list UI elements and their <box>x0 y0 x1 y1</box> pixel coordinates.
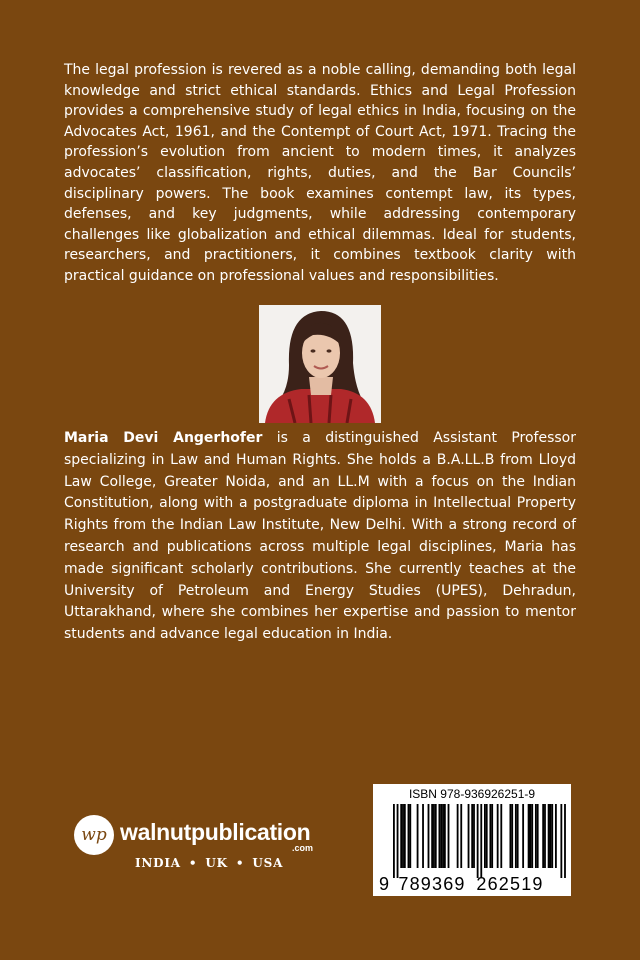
region-usa: USA <box>252 856 284 870</box>
back-cover-blurb: The legal profession is revered as a noble calling, demanding both legal knowledge and strict ethical standards. Ethics and Legal Profession provides a comprehensive study of legal ethics in India, focusing on the Advocates Act, 1961, and the Contempt of Court Act, 1971. Tracing the profession’s evolution from ancient to modern times, it analyzes advocates’ classification, rights, duties, and the Bar Councils’ disciplinary powers. The book examines contempt law, its types, defenses, and key judgments, while addressing contemporary challenges like globalization and ethical dilemmas. Ideal for students, researchers, and practitioners, it combines textbook clarity with practical guidance on professional values and responsibilities. <box>64 62 576 284</box>
author-bio-text: is a distinguished Assistant Professor specializing in Law and Human Rights. She holds a B.A.LL.B from Lloyd Law College, Greater Noida, and an LL.M with a focus on the Indian Constitution, along with a postgraduate diploma in Intellectual Property Rights from the Indian Law Institute, New Delhi. With a strong record of research and publications across multiple legal disciplines, Maria has made significant scholarly contributions. She currently teaches at the University of Petroleum and Energy Studies (UPES), Dehradun, Uttarakhand, where she combines her expertise and passion to mentor students and advance legal education in India. <box>64 430 577 643</box>
author-name: Maria Devi Angerhofer <box>64 430 263 446</box>
barcode-bars <box>393 804 566 878</box>
barcode-bar <box>422 804 424 868</box>
barcode-digit-first: 9 <box>378 874 390 894</box>
barcode-bar <box>468 804 470 868</box>
barcode-bar <box>517 804 519 868</box>
barcode-bar <box>548 804 550 868</box>
publisher-name: walnutpublication <box>120 819 311 845</box>
barcode-bar <box>511 804 513 868</box>
barcode-bar <box>402 804 404 868</box>
barcode-bar <box>555 804 557 868</box>
barcode-bar <box>404 804 406 868</box>
barcode-bar <box>417 804 419 868</box>
barcode-bar <box>544 804 546 868</box>
author-bio <box>64 428 576 646</box>
barcode-bar <box>397 804 399 878</box>
barcode-bar <box>393 804 395 878</box>
barcode-bar <box>433 804 435 868</box>
region-india: INDIA <box>135 856 181 870</box>
region-uk: UK <box>205 856 228 870</box>
barcode-bar <box>471 804 473 868</box>
barcode-bar <box>497 804 499 868</box>
barcode-bar <box>535 804 537 868</box>
barcode-digits-left: 789369 <box>398 874 466 894</box>
barcode-digits-right: 262519 <box>476 874 544 894</box>
barcode-bar <box>460 804 462 868</box>
barcode-bar <box>428 804 430 868</box>
barcode-bar <box>509 804 511 868</box>
barcode-bar <box>550 804 552 868</box>
barcode-bar <box>448 804 450 868</box>
publisher-logo <box>72 812 332 874</box>
barcode-bar <box>408 804 410 868</box>
barcode-bar <box>500 804 502 868</box>
barcode-graphic <box>373 784 571 896</box>
barcode-bar <box>442 804 444 868</box>
barcode-bar <box>491 804 493 868</box>
barcode-bar <box>531 804 533 868</box>
barcode-bar <box>400 804 402 868</box>
barcode-bar <box>431 804 433 868</box>
barcode-bar <box>435 804 437 868</box>
barcode-bar <box>522 804 524 868</box>
publisher-monogram-icon: wp <box>74 815 114 855</box>
publisher-regions <box>135 856 283 870</box>
barcode-bar <box>473 804 475 868</box>
barcode-bar <box>439 804 441 868</box>
region-separator: • <box>235 856 245 870</box>
barcode-bar <box>515 804 517 868</box>
barcode-bar <box>444 804 446 868</box>
region-separator: • <box>188 856 198 870</box>
isbn-label: ISBN 978-936926251-9 <box>408 787 536 801</box>
barcode-bar <box>537 804 539 868</box>
barcode-bar <box>440 804 442 868</box>
barcode-bar <box>551 804 553 868</box>
author-portrait-image <box>259 305 381 423</box>
barcode-bar <box>560 804 562 878</box>
barcode-bar <box>486 804 488 868</box>
barcode-bar <box>480 804 482 878</box>
author-photo <box>259 305 381 423</box>
barcode-bar <box>542 804 544 868</box>
barcode-bar <box>457 804 459 868</box>
barcode-bar <box>477 804 479 878</box>
barcode-bar <box>530 804 532 868</box>
barcode-bar <box>484 804 486 868</box>
barcode-bar <box>528 804 530 868</box>
isbn-barcode <box>373 784 571 896</box>
barcode-bar <box>489 804 491 868</box>
barcode-bar <box>409 804 411 868</box>
publisher-domain-suffix: .com <box>292 843 314 853</box>
barcode-bar <box>564 804 566 878</box>
